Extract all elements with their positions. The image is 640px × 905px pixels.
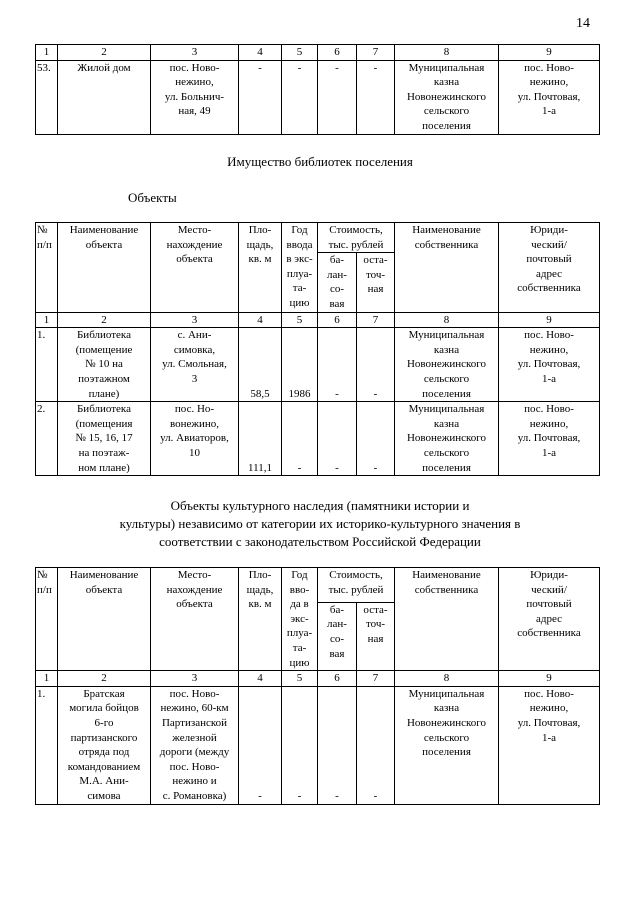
object-name: Библиотека (помещение № 10 на поэтажном плане) bbox=[58, 328, 151, 402]
heritage-table bbox=[35, 567, 600, 805]
object-name: Жилой дом bbox=[58, 60, 151, 134]
library-table bbox=[35, 222, 600, 476]
col-num: 7 bbox=[357, 45, 395, 61]
col-num: 5 bbox=[282, 671, 318, 687]
col-num: 1 bbox=[36, 312, 58, 328]
col-num: 3 bbox=[151, 312, 239, 328]
col-num: 9 bbox=[499, 312, 600, 328]
header-year: Год вво- да в экс- плуа- та- цию bbox=[282, 568, 318, 671]
row-number: 1. bbox=[36, 686, 58, 804]
col-num: 4 bbox=[239, 45, 282, 61]
col-num: 2 bbox=[58, 45, 151, 61]
object-owner: Муниципальная казна Новонежинского сельского поселения bbox=[395, 328, 499, 402]
object-residual-value: - bbox=[357, 60, 395, 134]
col-num: 1 bbox=[36, 671, 58, 687]
objects-subheading: Объекты bbox=[128, 190, 177, 205]
object-residual-value: - bbox=[357, 402, 395, 476]
object-book-value: - bbox=[318, 402, 357, 476]
row-number: 53. bbox=[36, 60, 58, 134]
object-year: 1986 bbox=[282, 328, 318, 402]
col-num: 6 bbox=[318, 312, 357, 328]
col-num: 7 bbox=[357, 312, 395, 328]
column-number-row bbox=[36, 671, 600, 687]
col-num: 4 bbox=[239, 671, 282, 687]
housing-table bbox=[35, 44, 600, 135]
col-num: 8 bbox=[395, 45, 499, 61]
col-num: 3 bbox=[151, 671, 239, 687]
header-book-value: ба- лан- со- вая bbox=[318, 602, 357, 670]
object-year: - bbox=[282, 686, 318, 804]
header-residual-value: оста- точ- ная bbox=[357, 253, 395, 312]
owner-address: пос. Ново- нежино, ул. Почтовая, 1-а bbox=[499, 328, 600, 402]
col-num: 9 bbox=[499, 671, 600, 687]
object-name: Библиотека (помещения № 15, 16, 17 на поэтаж- ном плане) bbox=[58, 402, 151, 476]
header-area: Пло- щадь, кв. м bbox=[239, 223, 282, 313]
col-num: 3 bbox=[151, 45, 239, 61]
header-area: Пло- щадь, кв. м bbox=[239, 568, 282, 671]
object-owner: Муниципальная казна Новонежинского сельского поселения bbox=[395, 60, 499, 134]
object-area: - bbox=[239, 60, 282, 134]
column-number-row bbox=[36, 45, 600, 61]
object-book-value: - bbox=[318, 60, 357, 134]
header-year: Год ввода в экс- плуа- та- цию bbox=[282, 223, 318, 313]
header-name: Наименование объекта bbox=[58, 568, 151, 671]
object-book-value: - bbox=[318, 328, 357, 402]
table-row bbox=[36, 60, 600, 134]
object-name: Братская могила бойцов 6-го партизанского отряда под командованием М.А. Ани- симова bbox=[58, 686, 151, 804]
header-owner: Наименование собственника bbox=[395, 568, 499, 671]
header-book-value: ба- лан- со- вая bbox=[318, 253, 357, 312]
header-location: Место- нахождение объекта bbox=[151, 223, 239, 313]
col-num: 5 bbox=[282, 45, 318, 61]
header-residual-value: оста- точ- ная bbox=[357, 602, 395, 670]
object-book-value: - bbox=[318, 686, 357, 804]
object-area: - bbox=[239, 686, 282, 804]
col-num: 8 bbox=[395, 671, 499, 687]
col-num: 8 bbox=[395, 312, 499, 328]
object-location: пос. Но- вонежино, ул. Авиаторов, 10 bbox=[151, 402, 239, 476]
owner-address: пос. Ново- нежино, ул. Почтовая, 1-а bbox=[499, 60, 600, 134]
col-num: 6 bbox=[318, 671, 357, 687]
object-residual-value: - bbox=[357, 328, 395, 402]
row-number: 1. bbox=[36, 328, 58, 402]
table-row bbox=[36, 686, 600, 804]
header-row bbox=[36, 223, 600, 253]
header-name: Наименование объекта bbox=[58, 223, 151, 313]
object-owner: Муниципальная казна Новонежинского сельского поселения bbox=[395, 402, 499, 476]
col-num: 9 bbox=[499, 45, 600, 61]
col-num: 4 bbox=[239, 312, 282, 328]
header-address: Юриди- ческий/ почтовый адрес собственника bbox=[499, 223, 600, 313]
col-num: 6 bbox=[318, 45, 357, 61]
col-num: 5 bbox=[282, 312, 318, 328]
col-num: 2 bbox=[58, 671, 151, 687]
row-number: 2. bbox=[36, 402, 58, 476]
header-address: Юриди- ческий/ почтовый адрес собственника bbox=[499, 568, 600, 671]
heritage-section-heading: Объекты культурного наследия (памятники истории и культуры) независимо от категории их историко-культурного значения в соответствии с законодательством Российской Федерации bbox=[119, 498, 521, 549]
library-section-heading: Имущество библиотек поселения bbox=[227, 154, 413, 169]
table-row bbox=[36, 328, 600, 402]
col-num: 7 bbox=[357, 671, 395, 687]
object-year: - bbox=[282, 402, 318, 476]
col-num: 2 bbox=[58, 312, 151, 328]
owner-address: пос. Ново- нежино, ул. Почтовая, 1-а bbox=[499, 402, 600, 476]
header-cost: Стоимость, тыс. рублей bbox=[318, 568, 395, 603]
object-location: пос. Ново- нежино, 60-км Партизанской железной дороги (между пос. Ново- нежино и с. Романовка) bbox=[151, 686, 239, 804]
header-location: Место- нахождение объекта bbox=[151, 568, 239, 671]
object-area: 111,1 bbox=[239, 402, 282, 476]
object-location: пос. Ново- нежино, ул. Больнич- ная, 49 bbox=[151, 60, 239, 134]
object-residual-value: - bbox=[357, 686, 395, 804]
column-number-row bbox=[36, 312, 600, 328]
object-area: 58,5 bbox=[239, 328, 282, 402]
page-number: 14 bbox=[576, 16, 590, 31]
col-num: 1 bbox=[36, 45, 58, 61]
header-number: № п/п bbox=[36, 223, 58, 313]
header-number: № п/п bbox=[36, 568, 58, 671]
table-row bbox=[36, 402, 600, 476]
object-year: - bbox=[282, 60, 318, 134]
header-cost: Стоимость, тыс. рублей bbox=[318, 223, 395, 253]
object-location: с. Ани- симовка, ул. Смольная, 3 bbox=[151, 328, 239, 402]
owner-address: пос. Ново- нежино, ул. Почтовая, 1-а bbox=[499, 686, 600, 804]
object-owner: Муниципальная казна Новонежинского сельского поселения bbox=[395, 686, 499, 804]
header-owner: Наименование собственника bbox=[395, 223, 499, 313]
header-row bbox=[36, 568, 600, 603]
